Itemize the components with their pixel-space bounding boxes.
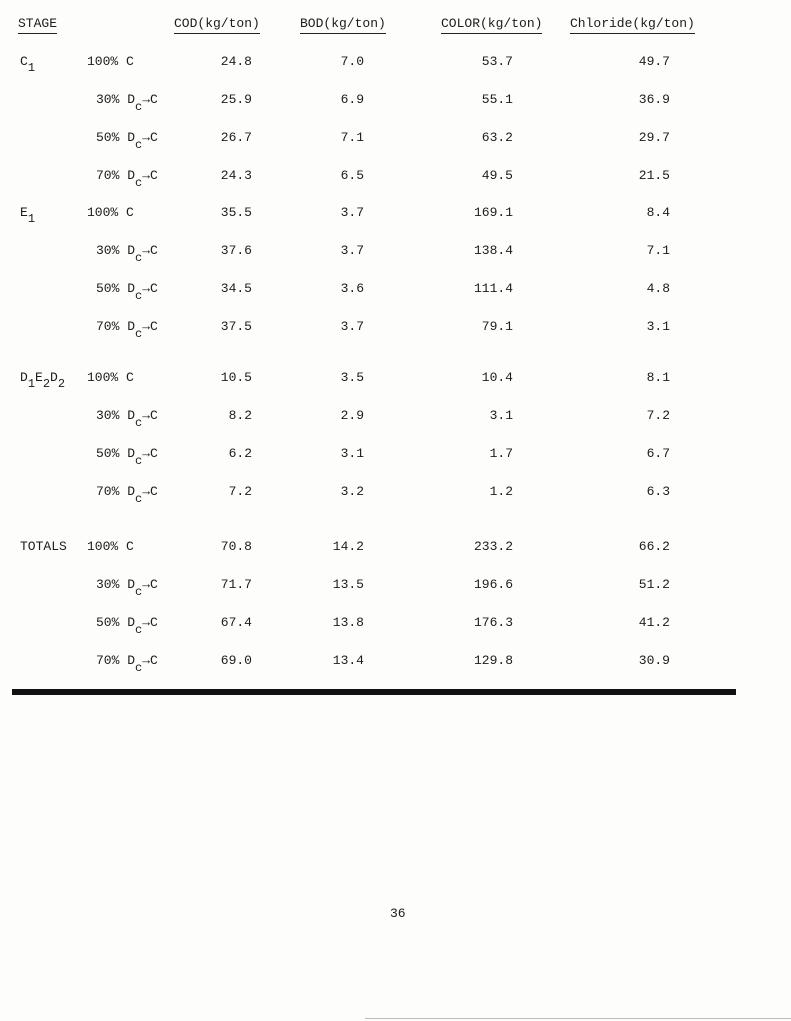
treatment-subscript: c xyxy=(135,454,143,468)
treatment-label xyxy=(96,446,158,469)
stage-label xyxy=(20,54,35,76)
bod-value: 7.1 xyxy=(340,130,364,145)
stage-letter: TOTALS xyxy=(20,539,67,554)
treatment-subscript: c xyxy=(135,492,143,506)
treatment-label xyxy=(87,370,134,386)
treatment-label xyxy=(96,653,158,676)
color-value: 176.3 xyxy=(473,615,513,630)
header-stage: STAGE xyxy=(18,16,57,31)
treatment-label xyxy=(87,205,134,221)
color-value: 1.7 xyxy=(489,446,513,461)
chloride-value: 4.8 xyxy=(646,281,670,296)
arrow-icon: →C xyxy=(142,243,158,258)
treatment-label xyxy=(87,539,134,555)
treatment-subscript: c xyxy=(135,416,143,430)
chloride-value: 29.7 xyxy=(638,130,670,145)
arrow-icon: →C xyxy=(142,615,158,630)
bod-value: 3.7 xyxy=(340,243,364,258)
bod-value: 3.5 xyxy=(340,370,364,385)
stage-letter: E xyxy=(20,205,28,220)
treatment-label xyxy=(96,281,158,304)
bod-value: 3.1 xyxy=(340,446,364,461)
stage-subscript: 1 xyxy=(27,212,36,226)
cod-value: 37.6 xyxy=(220,243,252,258)
bod-value: 14.2 xyxy=(332,539,364,554)
treatment-subscript: c xyxy=(135,623,143,637)
stage-letter: E xyxy=(35,370,43,385)
treatment-label xyxy=(96,319,158,342)
table-bottom-rule xyxy=(12,689,736,695)
treatment-label xyxy=(96,408,158,431)
color-value: 10.4 xyxy=(481,370,513,385)
cod-value: 69.0 xyxy=(220,653,252,668)
color-value: 233.2 xyxy=(473,539,513,554)
color-value: 111.4 xyxy=(473,281,513,296)
treatment-label xyxy=(96,243,158,266)
treatment-label xyxy=(96,92,158,115)
chloride-value: 49.7 xyxy=(638,54,670,69)
stage-subscript: 2 xyxy=(42,377,51,391)
cod-value: 35.5 xyxy=(220,205,252,220)
chloride-value: 41.2 xyxy=(638,615,670,630)
header-chloride: Chloride(kg/ton) xyxy=(570,16,695,31)
arrow-icon: →C xyxy=(142,130,158,145)
chloride-value: 21.5 xyxy=(638,168,670,183)
stage-label xyxy=(20,539,67,555)
stage-subscript: 2 xyxy=(57,377,66,391)
arrow-icon: →C xyxy=(142,92,158,107)
chloride-value: 30.9 xyxy=(638,653,670,668)
bod-value: 13.8 xyxy=(332,615,364,630)
stage-letter: D xyxy=(50,370,58,385)
color-value: 138.4 xyxy=(473,243,513,258)
bod-value: 2.9 xyxy=(340,408,364,423)
treatment-label xyxy=(96,577,158,600)
chloride-value: 8.1 xyxy=(646,370,670,385)
header-cod: COD(kg/ton) xyxy=(174,16,260,31)
arrow-icon: →C xyxy=(142,168,158,183)
chloride-value: 36.9 xyxy=(638,92,670,107)
arrow-icon: →C xyxy=(142,653,158,668)
treatment-text: 100% C xyxy=(87,370,134,385)
treatment-subscript: c xyxy=(135,100,143,114)
color-value: 55.1 xyxy=(481,92,513,107)
color-value: 129.8 xyxy=(473,653,513,668)
treatment-text: 100% C xyxy=(87,539,134,554)
treatment-text: 70% D xyxy=(96,653,136,668)
treatment-subscript: c xyxy=(135,176,143,190)
treatment-text: 30% D xyxy=(96,92,136,107)
cod-value: 71.7 xyxy=(220,577,252,592)
header-color: COLOR(kg/ton) xyxy=(441,16,542,31)
stage-label xyxy=(20,370,65,392)
arrow-icon: →C xyxy=(142,577,158,592)
treatment-label xyxy=(87,54,134,70)
treatment-subscript: c xyxy=(135,585,143,599)
treatment-text: 70% D xyxy=(96,484,136,499)
cod-value: 67.4 xyxy=(220,615,252,630)
cod-value: 8.2 xyxy=(228,408,252,423)
color-value: 169.1 xyxy=(473,205,513,220)
treatment-subscript: c xyxy=(135,251,143,265)
cod-value: 6.2 xyxy=(228,446,252,461)
bod-value: 3.7 xyxy=(340,205,364,220)
chloride-value: 7.1 xyxy=(646,243,670,258)
header-bod: BOD(kg/ton) xyxy=(300,16,386,31)
chloride-value: 3.1 xyxy=(646,319,670,334)
arrow-icon: →C xyxy=(142,446,158,461)
treatment-text: 70% D xyxy=(96,168,136,183)
treatment-text: 100% C xyxy=(87,205,134,220)
arrow-icon: →C xyxy=(142,408,158,423)
cod-value: 10.5 xyxy=(220,370,252,385)
treatment-label xyxy=(96,168,158,191)
cod-value: 34.5 xyxy=(220,281,252,296)
treatment-label xyxy=(96,615,158,638)
treatment-subscript: c xyxy=(135,661,143,675)
bod-value: 13.4 xyxy=(332,653,364,668)
treatment-label xyxy=(96,484,158,507)
treatment-label xyxy=(96,130,158,153)
treatment-subscript: c xyxy=(135,327,143,341)
treatment-text: 70% D xyxy=(96,319,136,334)
chloride-value: 6.3 xyxy=(646,484,670,499)
arrow-icon: →C xyxy=(142,281,158,296)
bod-value: 3.6 xyxy=(340,281,364,296)
arrow-icon: →C xyxy=(142,319,158,334)
bod-value: 7.0 xyxy=(340,54,364,69)
treatment-text: 50% D xyxy=(96,446,136,461)
bod-value: 3.7 xyxy=(340,319,364,334)
color-value: 63.2 xyxy=(481,130,513,145)
cod-value: 37.5 xyxy=(220,319,252,334)
bod-value: 3.2 xyxy=(340,484,364,499)
scan-edge-line xyxy=(365,1018,791,1019)
chloride-value: 7.2 xyxy=(646,408,670,423)
cod-value: 26.7 xyxy=(220,130,252,145)
treatment-text: 30% D xyxy=(96,577,136,592)
cod-value: 25.9 xyxy=(220,92,252,107)
color-value: 3.1 xyxy=(489,408,513,423)
chloride-value: 66.2 xyxy=(638,539,670,554)
stage-subscript: 1 xyxy=(27,61,36,75)
chloride-value: 6.7 xyxy=(646,446,670,461)
arrow-icon: →C xyxy=(142,484,158,499)
cod-value: 70.8 xyxy=(220,539,252,554)
bod-value: 13.5 xyxy=(332,577,364,592)
bod-value: 6.5 xyxy=(340,168,364,183)
treatment-text: 50% D xyxy=(96,615,136,630)
color-value: 196.6 xyxy=(473,577,513,592)
treatment-subscript: c xyxy=(135,289,143,303)
cod-value: 24.8 xyxy=(220,54,252,69)
stage-subscript: 1 xyxy=(27,377,36,391)
treatment-text: 50% D xyxy=(96,130,136,145)
chloride-value: 51.2 xyxy=(638,577,670,592)
bod-value: 6.9 xyxy=(340,92,364,107)
stage-letter: C xyxy=(20,54,28,69)
chloride-value: 8.4 xyxy=(646,205,670,220)
treatment-text: 100% C xyxy=(87,54,134,69)
treatment-text: 30% D xyxy=(96,243,136,258)
treatment-text: 30% D xyxy=(96,408,136,423)
cod-value: 7.2 xyxy=(228,484,252,499)
treatment-text: 50% D xyxy=(96,281,136,296)
treatment-subscript: c xyxy=(135,138,143,152)
color-value: 53.7 xyxy=(481,54,513,69)
color-value: 49.5 xyxy=(481,168,513,183)
color-value: 1.2 xyxy=(489,484,513,499)
stage-letter: D xyxy=(20,370,28,385)
color-value: 79.1 xyxy=(481,319,513,334)
stage-label xyxy=(20,205,35,227)
cod-value: 24.3 xyxy=(220,168,252,183)
page-number: 36 xyxy=(390,906,406,921)
